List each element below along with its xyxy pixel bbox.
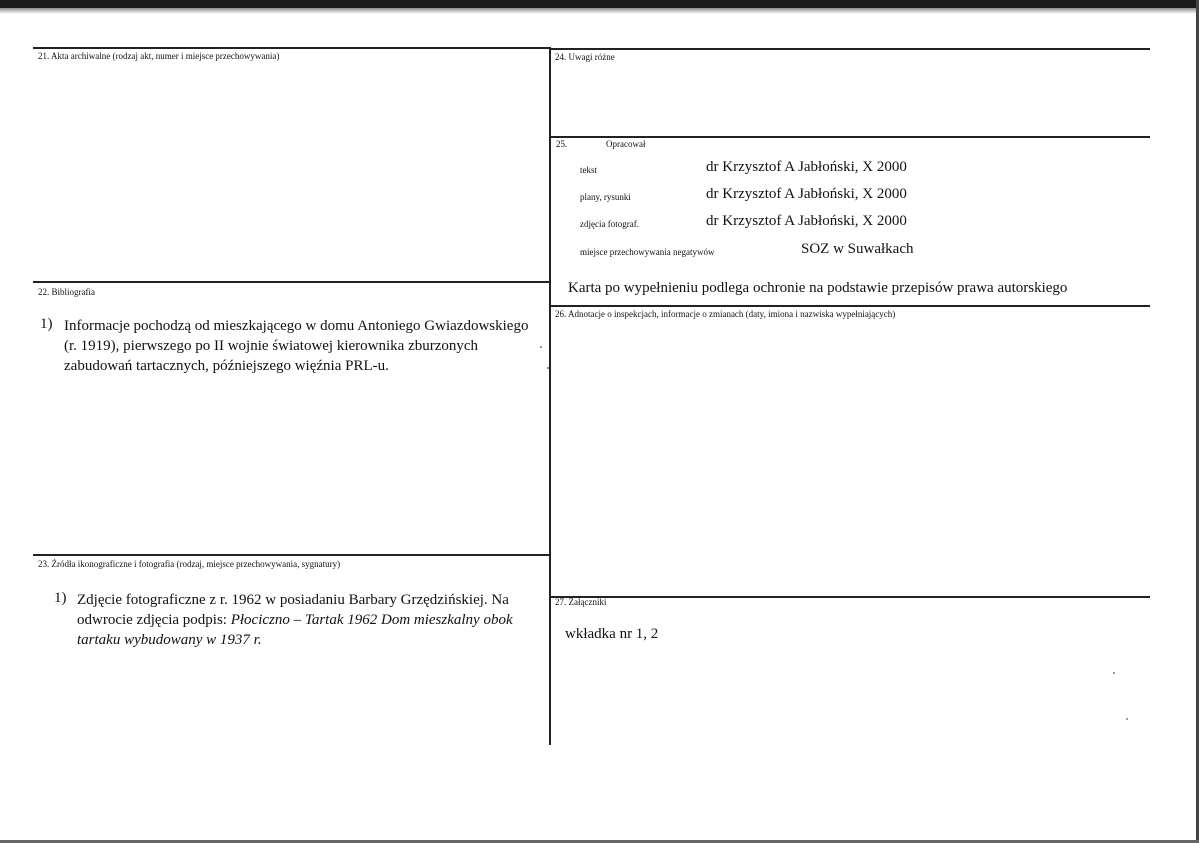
s25-row-plans-value: dr Krzysztof A Jabłoński, X 2000 <box>706 186 907 202</box>
s25-row-photos-key: zdjęcia fotograf. <box>580 219 639 229</box>
section-21-label: 21. Akta archiwalne (rodzaj akt, numer i miejsce przechowywania) <box>38 51 280 61</box>
section-24-label: 24. Uwagi różne <box>555 52 615 62</box>
divider-center-vertical <box>549 47 551 745</box>
s22-item-number: 1) <box>40 316 53 332</box>
s25-row-text-value: dr Krzysztof A Jabłoński, X 2000 <box>706 159 907 175</box>
s25-row-plans-key: plany, rysunki <box>580 192 631 202</box>
s23-item-italic: Płociczno – Tartak 1962 Dom mieszkalny obok tartaku wybudowany w 1937 r. <box>77 612 513 648</box>
scan-speck <box>540 346 542 348</box>
scan-top-shadow <box>0 8 1199 14</box>
s25-row-text-key: tekst <box>580 165 597 175</box>
divider-s23-top <box>33 554 550 556</box>
s27-value: wkładka nr 1, 2 <box>565 626 659 642</box>
s25-copyright-note: Karta po wypełnieniu podlega ochronie na podstawie przepisów prawa autorskiego <box>568 280 1068 296</box>
section-25-label: Opracował <box>606 139 646 149</box>
s25-negatives-value: SOZ w Suwałkach <box>801 241 914 257</box>
section-22-label: 22. Bibliografia <box>38 287 95 297</box>
section-23-label: 23. Źródła ikonograficzne i fotografia (rodzaj, miejsce przechowywania, sygnatury) <box>38 559 341 569</box>
divider-top-right <box>551 48 1150 50</box>
section-25-number: 25. <box>556 139 568 149</box>
s22-item-text <box>64 316 534 376</box>
s23-item-paragraph <box>77 590 539 650</box>
s23-item-number: 1) <box>54 590 67 606</box>
divider-s25-top <box>551 136 1150 138</box>
scan-top-edge <box>0 0 1199 8</box>
section-27-label: 27. Załączniki <box>555 597 607 607</box>
divider-top-left <box>33 47 551 49</box>
scan-speck <box>547 367 549 369</box>
divider-s26-top <box>551 305 1150 307</box>
scan-speck <box>1113 672 1115 674</box>
divider-s22-top <box>33 281 550 283</box>
s25-negatives-key: miejsce przechowywania negatywów <box>580 247 715 257</box>
s23-item-text <box>77 590 539 650</box>
s23-item-plain: Zdjęcie fotograficzne z r. 1962 w posiadaniu Barbary Grzędzińskiej. Na odwrocie zdjęcia podpis: <box>77 592 509 628</box>
divider-s27-top <box>551 596 1150 598</box>
s25-row-photos-value: dr Krzysztof A Jabłoński, X 2000 <box>706 213 907 229</box>
scan-speck <box>1126 718 1128 720</box>
section-26-label: 26. Adnotacje o inspekcjach, informacje o zmianach (daty, imiona i nazwiska wypełniających) <box>555 309 896 319</box>
s22-item-paragraph: Informacje pochodzą od mieszkającego w domu Antoniego Gwiazdowskiego (r. 1919), pierwszego po II wojnie światowej kierownika zburzonych zabudowań tartacznych, późniejszego więźnia PRL-u. <box>64 318 529 374</box>
